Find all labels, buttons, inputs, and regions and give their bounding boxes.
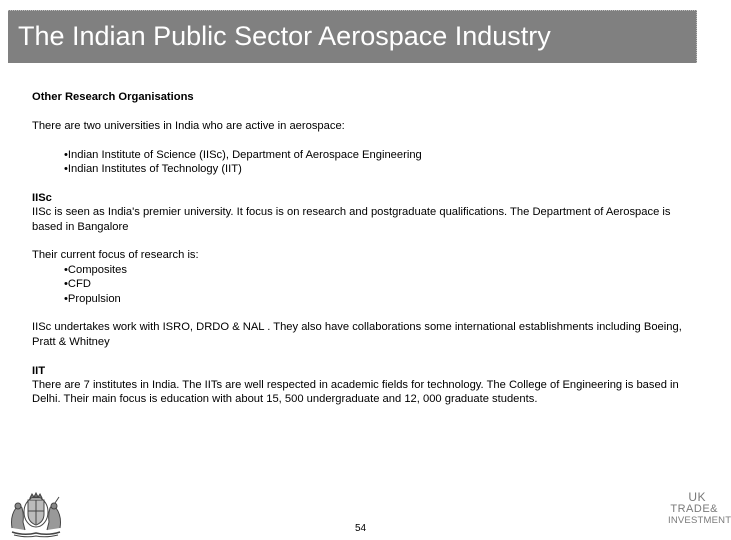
iisc-collab-text: IISc undertakes work with ISRO, DRDO & NAL . They also have collaborations some international establishments including Boeing, Pratt & Whitney [32,321,682,348]
university-list [32,148,702,177]
logo-line: UK [688,490,706,504]
list-item: •Indian Institutes of Technology (IIT) [64,163,242,175]
research-intro: Their current focus of research is: [32,249,199,262]
logo-line: TRADE& [670,502,718,515]
iit-text: There are 7 institutes in India. The IITs are well respected in academic fields for technology. The College of Engineering is based in Delhi. Their main focus is education with about 15, 500 undergraduate and 12, 000 graduate students. [32,379,679,406]
iisc-text: IISc is seen as India's premier university. It focus is on research and postgraduate qualifications. The Department of Aerospace is based in Bangalore [32,206,671,233]
logo-line: INVESTMENT [668,515,731,526]
page-title: The Indian Public Sector Aerospace Industry [18,21,551,51]
intro-text: There are two universities in India who are active in aerospace: [32,119,345,132]
content-body [32,90,702,407]
research-list [32,263,702,306]
page-number: 54 [355,523,367,534]
list-item: •Indian Institute of Science (IISc), Department of Aerospace Engineering [64,148,422,161]
list-item: •Propulsion [64,292,121,305]
section-heading: Other Research Organisations [32,91,194,103]
list-item: •Composites [64,263,127,276]
title-bar [8,10,697,63]
royal-coat-of-arms-icon [4,492,68,538]
iisc-heading: IISc [32,191,52,204]
uk-trade-investment-logo [668,490,731,538]
iit-heading: IIT [32,364,46,377]
list-item: •CFD [64,278,91,291]
